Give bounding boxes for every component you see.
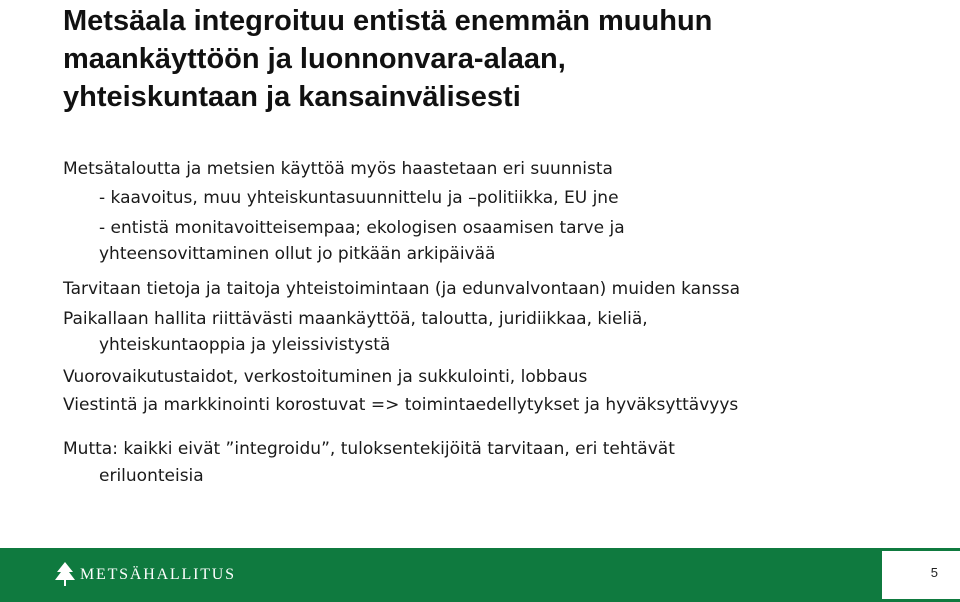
title-line: yhteiskuntaan ja kansainvälisesti <box>63 81 521 113</box>
body-line: yhteiskuntaoppia ja yleissivistystä <box>99 335 391 355</box>
tree-icon <box>54 561 76 587</box>
title-line: Metsäala integroituu entistä enemmän muuhun <box>63 5 713 37</box>
body-line: yhteensovittaminen ollut jo pitkään arkipäivää <box>99 244 496 264</box>
body-line: - entistä monitavoitteisempaa; ekologisen osaamisen tarve ja <box>99 218 625 238</box>
body-line: - kaavoitus, muu yhteiskuntasuunnittelu ja –politiikka, EU jne <box>99 188 619 208</box>
body-line: Paikallaan hallita riittävästi maankäyttöä, taloutta, juridiikkaa, kieliä, <box>63 309 648 329</box>
body-line: Mutta: kaikki eivät ”integroidu”, tuloksentekijöitä tarvitaan, eri tehtävät <box>63 439 675 459</box>
logo-text: METSÄHALLITUS <box>80 566 236 583</box>
body-line: eriluonteisia <box>99 466 204 486</box>
slide-title <box>63 2 943 116</box>
body-line: Tarvitaan tietoja ja taitoja yhteistoimintaan (ja edunvalvontaan) muiden kanssa <box>63 279 741 299</box>
page-number: 5 <box>930 565 938 580</box>
page-number-box <box>882 551 960 599</box>
body-line: Viestintä ja markkinointi korostuvat => toimintaedellytykset ja hyväksyttävyys <box>63 395 739 415</box>
body-line: Vuorovaikutustaidot, verkostoituminen ja sukkulointi, lobbaus <box>63 367 588 387</box>
body-line: Metsätaloutta ja metsien käyttöä myös haastetaan eri suunnista <box>63 159 613 179</box>
title-line: maankäyttöön ja luonnonvara-alaan, <box>63 43 566 75</box>
